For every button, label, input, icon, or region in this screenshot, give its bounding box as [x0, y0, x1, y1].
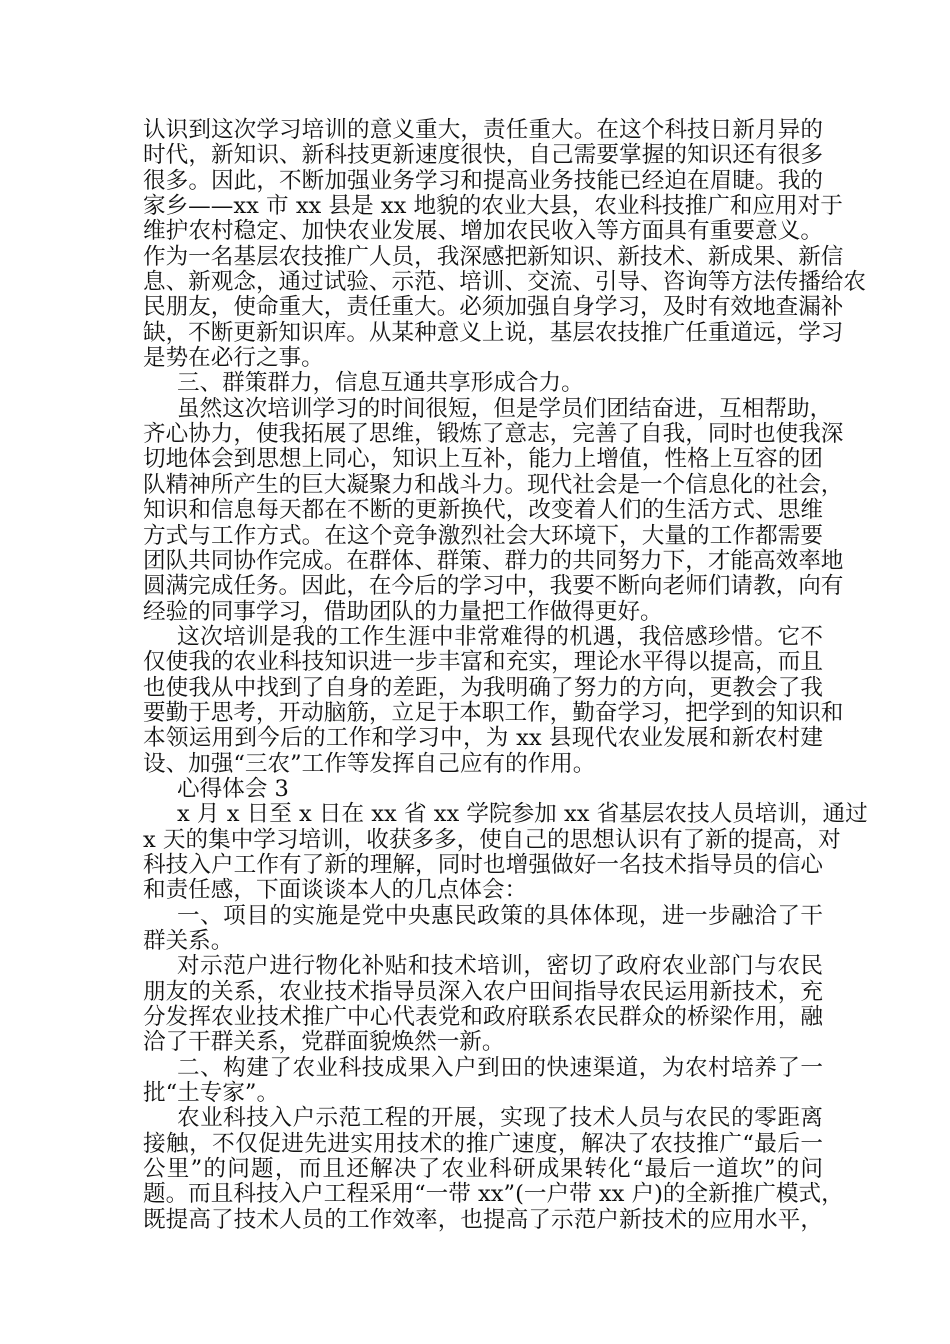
text-line: 一、项目的实施是党中央惠民政策的具体体现，进一步融洽了干 — [177, 902, 823, 929]
text-line: 分发挥农业技术推广中心代表党和政府联系农民群众的桥梁作用，融 — [143, 1004, 823, 1031]
text-line: 批“土专家”。 — [143, 1080, 280, 1107]
text-line: 维护农村稳定、加快农业发展、增加农民收入等方面具有重要意义。 — [143, 218, 823, 245]
text-line: 圆满完成任务。因此，在今后的学习中，我要不断向老师们请教，向有 — [143, 573, 844, 600]
document-page — [143, 117, 868, 1233]
text-line: 知识和信息每天都在不断的更新换代，改变着人们的生活方式、思维 — [143, 497, 823, 524]
text-line: 方式与工作方式。在这个竞争激烈社会大环境下，大量的工作都需要 — [143, 522, 823, 549]
text-line: 朋友的关系，农业技术指导员深入农户田间指导农民运用新技术，充 — [143, 978, 823, 1005]
text-line: 认识到这次学习培训的意义重大，责任重大。在这个科技日新月异的 — [143, 117, 823, 143]
text-line: 虽然这次培训学习的时间很短，但是学员们团结奋进，互相帮助， — [177, 395, 833, 422]
text-line: 接触，不仅促进先进实用技术的推广速度，解决了农技推广“最后一 — [143, 1130, 823, 1157]
text-line: 也使我从中找到了自身的差距，为我明确了努力的方向，更教会了我 — [143, 674, 823, 701]
text-line: 公里”的问题，而且还解决了农业科研成果转化“最后一道坎”的问 — [143, 1156, 823, 1183]
text-line: 很多。因此，不断加强业务学习和提高业务技能已经迫在眉睫。我的 — [143, 167, 823, 194]
text-line: 科技入户工作有了新的理解，同时也增强做好一名技术指导员的信心 — [143, 851, 823, 878]
text-line: 齐心协力，使我拓展了思维，锻炼了意志，完善了自我，同时也使我深 — [143, 421, 844, 448]
text-line: 对示范户进行物化补贴和技术培训，密切了政府农业部门与农民 — [177, 953, 823, 980]
text-line: 切地体会到思想上同心，知识上互补，能力上增值，性格上互容的团 — [143, 446, 823, 473]
text-line: 和责任感，下面谈谈本人的几点体会： — [143, 877, 528, 904]
text-line: 作为一名基层农技推广人员，我深感把新知识、新技术、新成果、新信 — [143, 243, 844, 270]
text-line: 要勤于思考，开动脑筋，立足于本职工作，勤奋学习，把学到的知识和 — [143, 699, 844, 726]
text-line: x 天的集中学习培训，收获多多，使自己的思想认识有了新的提高，对 — [143, 826, 841, 853]
text-line: 洽了干群关系，党群面貌焕然一新。 — [143, 1029, 505, 1056]
text-line: 时代，新知识、新科技更新速度很快，自己需要掌握的知识还有很多 — [143, 142, 823, 169]
text-line: 经验的同事学习，借助团队的力量把工作做得更好。 — [143, 598, 663, 625]
text-line: 队精神所产生的巨大凝聚力和战斗力。现代社会是一个信息化的社会， — [143, 471, 844, 498]
text-line: 设、加强“三农”工作等发挥自己应有的作用。 — [143, 750, 596, 777]
text-line: 缺，不断更新知识库。从某种意义上说，基层农技推广任重道远，学习 — [143, 319, 844, 346]
text-line: 民朋友，使命重大，责任重大。必须加强自身学习，及时有效地查漏补 — [143, 294, 844, 321]
text-line: 既提高了技术人员的工作效率，也提高了示范户新技术的应用水平， — [143, 1206, 823, 1233]
text-line: 心得体会 3 — [177, 775, 289, 802]
text-line: 二、构建了农业科技成果入户到田的快速渠道，为农村培养了一 — [177, 1054, 823, 1081]
text-line: 仅使我的农业科技知识进一步丰富和充实，理论水平得以提高，而且 — [143, 649, 823, 676]
text-line: 农业科技入户示范工程的开展，实现了技术人员与农民的零距离 — [177, 1105, 823, 1132]
text-line: x 月 x 日至 x 日在 xx 省 xx 学院参加 xx 省基层农技人员培训，通过 — [177, 801, 868, 828]
text-line: 是势在必行之事。 — [143, 345, 324, 372]
text-line: 题。而且科技入户工程采用“一带 xx”(一户带 xx 户)的全新推广模式， — [143, 1181, 844, 1208]
text-line: 本领运用到今后的工作和学习中，为 xx 县现代农业发展和新农村建 — [143, 725, 823, 752]
text-line: 团队共同协作完成。在群体、群策、群力的共同努力下，才能高效率地 — [143, 547, 844, 574]
text-line: 群关系。 — [143, 928, 234, 954]
text-line: 息、新观念，通过试验、示范、培训、交流、引导、咨询等方法传播给农 — [143, 269, 866, 296]
text-line: 家乡——xx 市 xx 县是 xx 地貌的农业大县，农业科技推广和应用对于 — [143, 193, 843, 220]
text-line: 这次培训是我的工作生涯中非常难得的机遇，我倍感珍惜。它不 — [177, 623, 823, 650]
text-line: 三、群策群力，信息互通共享形成合力。 — [177, 370, 584, 397]
